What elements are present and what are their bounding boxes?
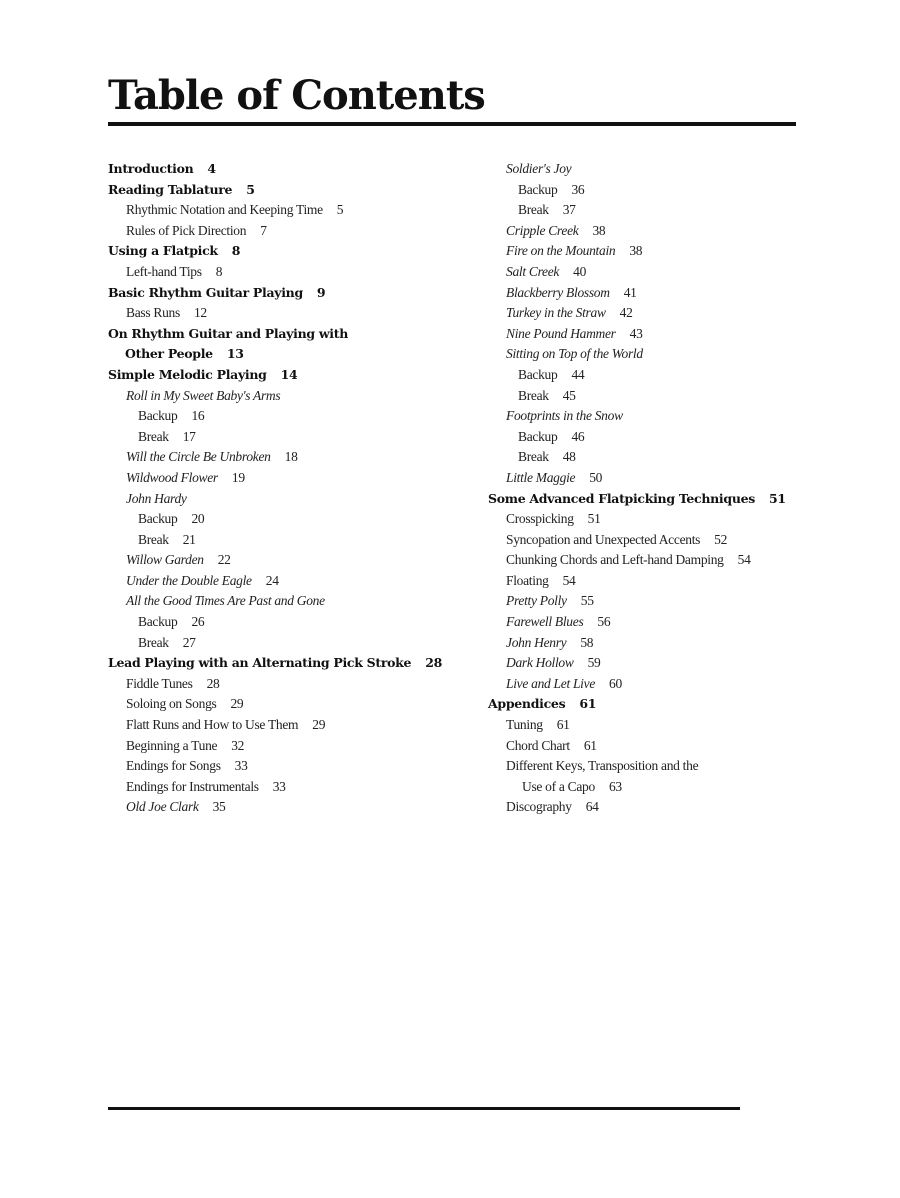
toc-page-number: 32 [231,737,245,753]
toc-entry [108,797,478,818]
toc-entry [488,406,798,427]
toc-page-number: 61 [579,696,597,712]
toc-entry [488,303,798,324]
toc-entry [108,468,478,489]
toc-entry-title: Backup [138,408,178,424]
toc-subentry [488,427,798,448]
toc-page-number: 22 [217,552,231,568]
toc-subentry [108,530,478,551]
toc-entry-title: Backup [138,511,178,527]
toc-page-number: 19 [231,469,245,485]
toc-page-number: 14 [280,366,298,382]
toc-entry-title: Backup [518,181,558,197]
toc-page-number: 12 [193,305,207,321]
toc-entry-title: Will the Circle Be Unbroken [126,449,271,465]
toc-page-number: 41 [623,284,637,300]
toc-subentry [488,447,798,468]
title-divider [108,122,796,126]
toc-page-number: 33 [272,778,286,794]
toc-page-number: 21 [182,531,196,547]
toc-entry [108,591,478,612]
toc-page-number: 28 [425,655,442,671]
toc-entry-title: All the Good Times Are Past and Gone [126,593,325,609]
toc-entry [488,715,798,736]
toc-entry-title: Break [518,202,549,218]
toc-section-entry [108,180,478,201]
toc-page-number: 59 [587,655,601,671]
page-title: Table of Contents [108,72,485,119]
toc-page-number: 63 [608,778,622,794]
toc-entry [488,633,798,654]
toc-entry [488,241,798,262]
toc-page-number: 52 [714,531,728,547]
toc-entry-title: Fiddle Tunes [126,675,193,691]
toc-page-number: 28 [206,675,220,691]
toc-entry-title: Soldier's Joy [506,161,572,176]
toc-entry-title: Reading Tablature [108,181,233,197]
toc-entry-title: Dark Hollow [506,655,574,671]
toc-page-number: 35 [212,799,226,815]
toc-entry-title: Willow Garden [126,552,204,568]
toc-page-number: 54 [562,572,576,588]
toc-page-number: 24 [265,572,279,588]
toc-entry [488,571,798,592]
toc-page-number: 51 [769,490,786,506]
toc-section-entry [488,489,798,510]
toc-entry-title: Left-hand Tips [126,263,202,279]
toc-page-number: 29 [230,696,244,712]
toc-entry-title: Rules of Pick Direction [126,222,247,238]
toc-entry [488,159,798,180]
toc-entry-title: Sitting on Top of the World [506,346,643,362]
toc-subentry [488,200,798,221]
toc-entry [488,756,798,777]
toc-page-number: 5 [336,202,344,218]
toc-page-number: 50 [589,469,603,485]
toc-entry-title: Farewell Blues [506,614,584,630]
toc-entry-title: Floating [506,572,549,588]
toc-entry-title: John Henry [506,634,567,650]
toc-page-number: 48 [562,449,576,465]
toc-page-number: 8 [215,263,223,279]
toc-entry-title: Introduction [108,161,194,176]
toc-entry-title: Beginning a Tune [126,737,218,753]
toc-entry [488,550,798,571]
toc-entry [488,612,798,633]
toc-entry-title: Break [138,428,169,444]
toc-entry [488,674,798,695]
toc-page-number: 36 [571,181,585,197]
toc-entry-title: Little Maggie [506,469,576,485]
toc-entry-title: Basic Rhythm Guitar Playing [108,284,303,300]
toc-section-entry [108,283,478,304]
toc-page-number: 58 [580,634,594,650]
toc-page-number: 40 [573,263,587,279]
toc-subentry [488,180,798,201]
toc-entry-title: On Rhythm Guitar and Playing with [108,325,349,341]
toc-entry [488,653,798,674]
toc-entry [108,262,478,283]
toc-page-number: 42 [619,305,633,321]
toc-entry [488,221,798,242]
toc-entry-title: John Hardy [126,490,187,506]
toc-entry-title: Simple Melodic Playing [108,366,267,382]
toc-page-number: 5 [246,181,255,197]
toc-page-number: 44 [571,366,585,382]
toc-page-number: 18 [284,449,298,465]
toc-entry [488,797,798,818]
toc-entry [108,756,478,777]
toc-page-number: 56 [597,614,611,630]
toc-section-entry [108,241,478,262]
toc-entry-title: Break [518,449,549,465]
toc-entry-title: Endings for Instrumentals [126,778,259,794]
toc-page-number: 38 [592,222,606,238]
toc-entry-title: Fire on the Mountain [506,243,616,259]
toc-subentry [108,612,478,633]
toc-page-number: 13 [226,346,244,362]
toc-page-number: 46 [571,428,585,444]
toc-entry-title: Salt Creek [506,263,560,279]
toc-entry [488,468,798,489]
toc-entry-title: Using a Flatpick [108,243,218,259]
toc-page-number: 54 [737,552,751,568]
toc-subentry [488,365,798,386]
toc-column-right [488,159,798,818]
toc-page-number: 9 [316,284,326,300]
toc-entry-title: Crosspicking [506,511,574,527]
footer-divider [108,1107,740,1110]
toc-page-number: 8 [231,243,241,259]
toc-entry-title: Break [138,634,169,650]
toc-entry [488,262,798,283]
toc-entry-title: Roll in My Sweet Baby's Arms [126,387,281,403]
toc-section-entry [108,365,478,386]
toc-entry [108,571,478,592]
toc-entry-title: Lead Playing with an Alternating Pick Stroke [108,655,412,671]
toc-entry [108,736,478,757]
toc-entry [488,324,798,345]
toc-page-number: 17 [182,428,196,444]
toc-page-number: 27 [182,634,196,650]
toc-page-number: 45 [562,387,576,403]
toc-column-left [108,159,478,818]
toc-entry-title: Syncopation and Unexpected Accents [506,531,701,547]
toc-section-entry [108,653,478,674]
toc-page-number: 33 [234,758,248,774]
toc-entry-title: Pretty Polly [506,593,567,609]
toc-entry [108,200,478,221]
toc-entry [108,221,478,242]
toc-entry-title: Chunking Chords and Left-hand Damping [506,552,724,568]
toc-entry [488,591,798,612]
toc-subentry [108,633,478,654]
toc-entry-title: Under the Double Eagle [126,572,252,588]
toc-entry [108,303,478,324]
toc-section-entry [108,324,478,345]
toc-entry [488,777,798,798]
toc-page-number: 60 [609,675,622,691]
toc-page-number: 43 [629,325,643,341]
toc-page-number: 29 [312,717,326,733]
toc-page-number: 7 [260,222,267,238]
toc-section-entry [108,159,478,180]
toc-entry-title: Different Keys, Transposition and the [506,758,699,774]
toc-page-number: 20 [191,511,205,527]
toc-subentry [108,427,478,448]
toc-entry-title: Discography [506,799,572,815]
toc-entry [108,674,478,695]
toc-page-number: 37 [562,202,576,218]
toc-entry [108,715,478,736]
toc-entry-title: Some Advanced Flatpicking Techniques [488,490,756,506]
toc-entry-title: Appendices [488,696,566,712]
toc-entry-title: Cripple Creek [506,222,579,238]
toc-page-number: 26 [191,614,205,630]
toc-section-entry [488,694,798,715]
toc-entry [108,386,478,407]
toc-entry [108,694,478,715]
toc-entry [108,489,478,510]
toc-entry [488,283,798,304]
toc-entry [108,550,478,571]
toc-entry-title: Nine Pound Hammer [506,325,616,341]
toc-entry [108,777,478,798]
toc-page-number: 55 [580,593,594,609]
toc-page-number: 61 [556,717,570,733]
toc-entry-title: Live and Let Live [506,675,596,691]
toc-entry-title: Break [138,531,169,547]
toc-entry [488,344,798,365]
toc-page-number: 16 [191,408,205,424]
toc-entry-title: Backup [518,366,558,382]
toc-subentry [488,386,798,407]
toc-entry-title: Flatt Runs and How to Use Them [126,717,299,733]
toc-entry [488,736,798,757]
toc-entry-title: Other People [125,346,213,362]
toc-page-number: 38 [629,243,643,259]
toc-page-number: 61 [583,737,597,753]
toc-entry-title: Backup [138,614,178,630]
toc-entry [488,509,798,530]
toc-entry-title: Break [518,387,549,403]
toc-entry-title: Wildwood Flower [126,469,218,485]
toc-entry-title: Blackberry Blossom [506,284,610,300]
toc-entry-title: Old Joe Clark [126,799,199,815]
toc-entry-title: Bass Runs [126,305,180,321]
toc-entry [108,447,478,468]
toc-subentry [108,509,478,530]
toc-entry-title: Turkey in the Straw [506,305,606,321]
toc-page-number: 64 [585,799,599,815]
toc-page-number: 4 [207,161,216,176]
toc-entry-title: Rhythmic Notation and Keeping Time [126,202,323,218]
toc-entry-title: Endings for Songs [126,758,221,774]
toc-entry-title: Soloing on Songs [126,696,217,712]
toc-entry-title: Chord Chart [506,737,570,753]
toc-section-entry [108,344,478,365]
toc-entry-title: Footprints in the Snow [506,408,623,424]
toc-entry-title: Use of a Capo [522,778,595,794]
toc-subentry [108,406,478,427]
toc-page-number: 51 [587,511,601,527]
toc-entry-title: Backup [518,428,558,444]
toc-entry [488,530,798,551]
toc-entry-title: Tuning [506,717,543,733]
